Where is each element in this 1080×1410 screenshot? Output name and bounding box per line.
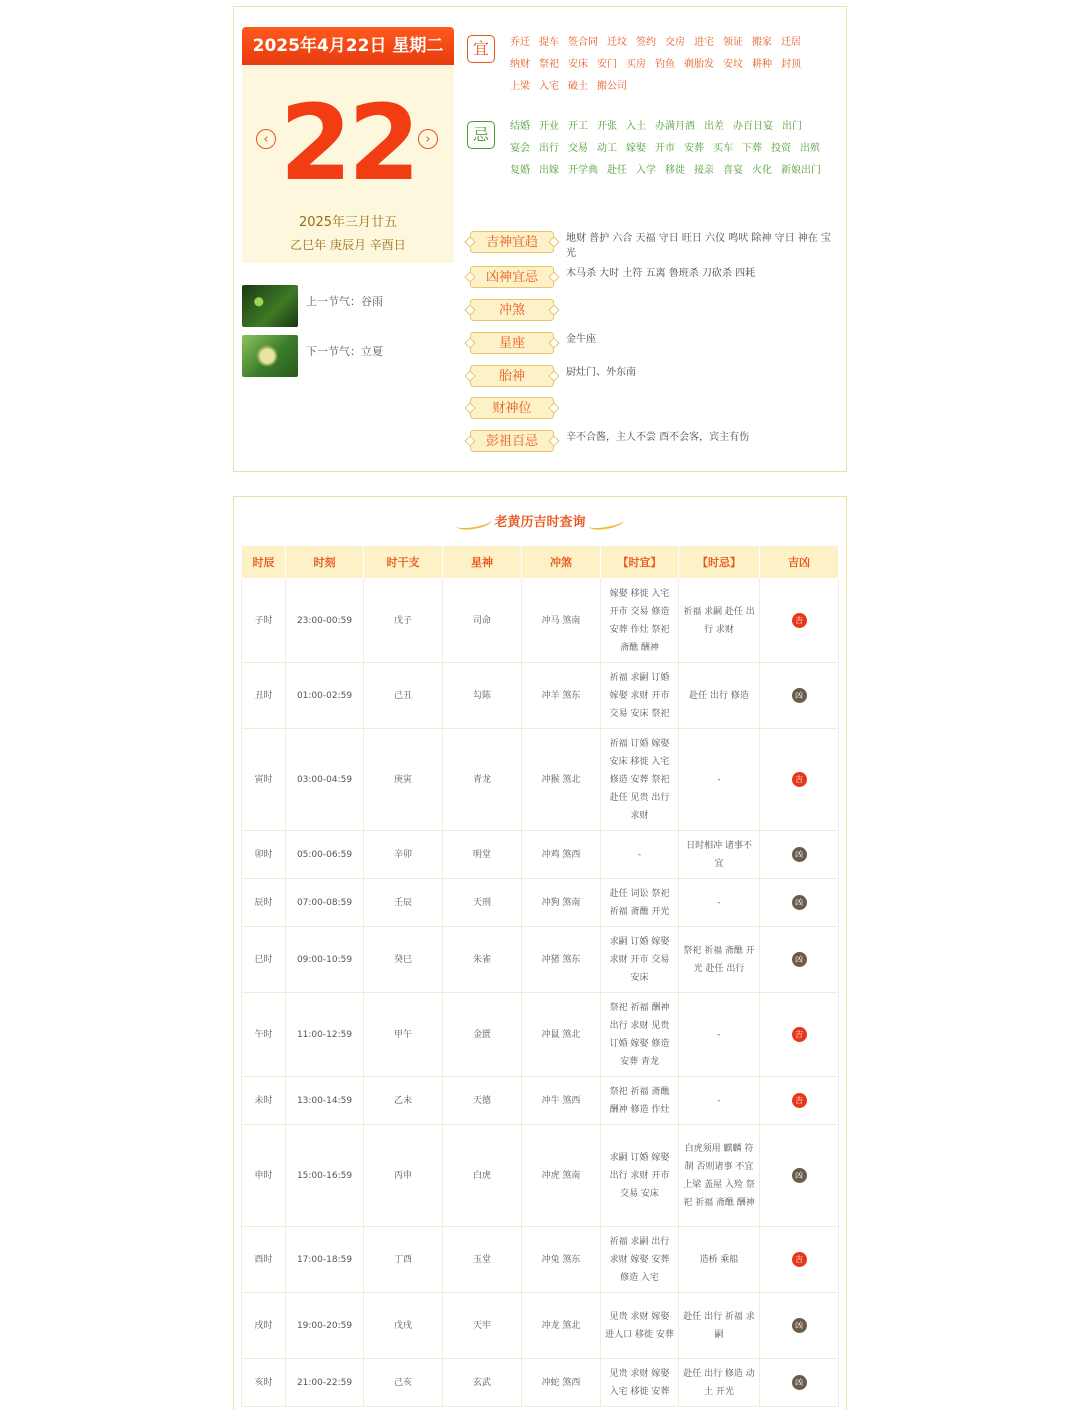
cell-shichen: 辰时 — [242, 879, 286, 927]
cell-luck — [760, 1125, 839, 1227]
ji-item: 办百日宴 — [733, 121, 773, 132]
cell-ganzhi: 戊子 — [364, 579, 443, 663]
yi-item: 封顶 — [781, 59, 801, 70]
luck-badge: 吉 — [792, 772, 807, 787]
column-header: 时辰 — [242, 546, 286, 579]
cell-star: 勾陈 — [443, 663, 522, 729]
almanac-card — [233, 6, 847, 472]
cell-shichen: 亥时 — [242, 1359, 286, 1407]
cell-star: 明堂 — [443, 831, 522, 879]
hours-card — [233, 496, 847, 1410]
cell-chong: 冲蛇 煞西 — [522, 1359, 601, 1407]
cell-yi: 祭祀 祈福 斋醮 酬神 修造 作灶 — [601, 1077, 679, 1125]
cell-chong: 冲龙 煞北 — [522, 1293, 601, 1359]
yi-item: 祭祀 — [539, 59, 559, 70]
luck-badge: 吉 — [792, 1252, 807, 1267]
luck-badge: 凶 — [792, 1168, 807, 1183]
cell-time: 15:00-16:59 — [286, 1125, 364, 1227]
ji-item: 宴会 — [510, 143, 530, 154]
column-header: 星神 — [443, 546, 522, 579]
cell-ganzhi: 癸巳 — [364, 927, 443, 993]
solar-term-image — [242, 285, 298, 327]
cell-shichen: 寅时 — [242, 729, 286, 831]
ji-item: 开业 — [539, 121, 559, 132]
cell-star: 天刑 — [443, 879, 522, 927]
luck-badge: 吉 — [792, 1027, 807, 1042]
yi-item: 乔迁 — [510, 37, 530, 48]
cell-shichen: 戌时 — [242, 1293, 286, 1359]
cell-luck — [760, 579, 839, 663]
yi-item: 进宅 — [694, 37, 714, 48]
luck-badge: 凶 — [792, 952, 807, 967]
yi-item: 交房 — [665, 37, 685, 48]
info-value: 辛不合酱，主人不尝 酉不会客，宾主有伤 — [566, 432, 750, 443]
date-header: 2025年4月22日 星期二 — [242, 27, 454, 65]
cell-luck — [760, 1359, 839, 1407]
cell-yi: 赴任 词讼 祭祀 祈福 斋醮 开光 — [601, 879, 679, 927]
cell-luck — [760, 993, 839, 1077]
cell-chong: 冲兔 煞东 — [522, 1227, 601, 1293]
yi-item: 安床 — [568, 59, 588, 70]
info-tag[interactable]: 彭祖百忌 — [470, 430, 554, 452]
cell-yi: 见贵 求财 嫁娶 进人口 移徙 安葬 — [601, 1293, 679, 1359]
cell-ji: 赴任 出行 修造 动土 开光 — [679, 1359, 760, 1407]
cell-shichen: 未时 — [242, 1077, 286, 1125]
cell-luck — [760, 831, 839, 879]
cell-yi: 嫁娶 移徙 入宅 开市 交易 修造 安葬 作灶 祭祀 斋醮 酬神 — [601, 579, 679, 663]
cell-time: 23:00-00:59 — [286, 579, 364, 663]
table-title: 老黄历吉时查询 — [494, 515, 586, 530]
info-value: 木马杀 大时 土符 五离 鲁班杀 刀砍杀 四耗 — [566, 268, 756, 279]
luck-badge: 凶 — [792, 1318, 807, 1333]
cell-star: 玉堂 — [443, 1227, 522, 1293]
yi-item: 签约 — [636, 37, 656, 48]
cell-ganzhi: 戊戌 — [364, 1293, 443, 1359]
cell-ji: - — [679, 993, 760, 1077]
yi-item: 耕种 — [752, 59, 772, 70]
cell-chong: 冲鼠 煞北 — [522, 993, 601, 1077]
luck-badge: 凶 — [792, 688, 807, 703]
cell-time: 11:00-12:59 — [286, 993, 364, 1077]
ji-item: 结婚 — [510, 121, 530, 132]
ji-item: 安葬 — [684, 143, 704, 154]
cell-shichen: 巳时 — [242, 927, 286, 993]
cell-time: 13:00-14:59 — [286, 1077, 364, 1125]
yi-item: 搬公司 — [597, 81, 627, 92]
cell-star: 金匮 — [443, 993, 522, 1077]
cell-ganzhi: 己丑 — [364, 663, 443, 729]
yi-item: 破土 — [568, 81, 588, 92]
table-row — [242, 1077, 839, 1125]
cell-shichen: 午时 — [242, 993, 286, 1077]
column-header: 【时宜】 — [601, 546, 679, 579]
cell-chong: 冲鸡 煞西 — [522, 831, 601, 879]
cell-yi: 祈福 求嗣 订婚 嫁娶 求财 开市 交易 安床 祭祀 — [601, 663, 679, 729]
yi-list — [510, 32, 830, 98]
yi-item: 剃胎发 — [684, 59, 714, 70]
prev-solar-term[interactable] — [242, 285, 454, 329]
table-row — [242, 831, 839, 879]
next-solar-term[interactable] — [242, 335, 454, 379]
column-header: 时干支 — [364, 546, 443, 579]
ji-item: 投资 — [771, 143, 791, 154]
luck-badge: 吉 — [792, 1093, 807, 1108]
cell-star: 青龙 — [443, 729, 522, 831]
cell-ganzhi: 乙未 — [364, 1077, 443, 1125]
cell-ji: 白虎须用 麒麟 符制 否则诸事 不宜 上梁 盖屋 入殓 祭祀 祈福 斋醮 酬神 — [679, 1125, 760, 1227]
info-tag[interactable]: 凶神宜忌 — [470, 266, 554, 288]
cell-ji: - — [679, 729, 760, 831]
column-header: 时刻 — [286, 546, 364, 579]
table-row — [242, 663, 839, 729]
hours-table — [241, 545, 839, 1407]
cell-chong: 冲虎 煞南 — [522, 1125, 601, 1227]
cell-shichen: 卯时 — [242, 831, 286, 879]
ji-item: 买车 — [713, 143, 733, 154]
cell-star: 司命 — [443, 579, 522, 663]
cell-luck — [760, 1293, 839, 1359]
info-value: 厨灶门、外东南 — [566, 367, 636, 378]
luck-badge: 凶 — [792, 1375, 807, 1390]
ji-item: 开张 — [597, 121, 617, 132]
day-panel — [242, 65, 454, 263]
cell-ji: 赴任 出行 修造 — [679, 663, 760, 729]
yi-item: 纳财 — [510, 59, 530, 70]
cell-yi: 祈福 订婚 嫁娶 安床 移徙 入宅 修造 安葬 祭祀 赴任 见贵 出行 求财 — [601, 729, 679, 831]
solar-term-label: 上一节气：谷雨 — [306, 295, 383, 308]
yi-item: 签合同 — [568, 37, 598, 48]
info-tag[interactable]: 星座 — [470, 332, 554, 354]
cell-time: 19:00-20:59 — [286, 1293, 364, 1359]
cell-luck — [760, 879, 839, 927]
yi-icon: 宜 — [467, 35, 495, 63]
cell-ganzhi: 辛卯 — [364, 831, 443, 879]
yi-item: 搬家 — [752, 37, 772, 48]
ji-item: 开市 — [655, 143, 675, 154]
luck-badge: 吉 — [792, 613, 807, 628]
info-value: 地财 普护 六合 天福 守日 旺日 六仪 鸣吠 除神 守日 神在 宝光 — [566, 233, 831, 259]
cell-chong: 冲狗 煞南 — [522, 879, 601, 927]
cell-chong: 冲猴 煞北 — [522, 729, 601, 831]
cell-ji: 造桥 乘船 — [679, 1227, 760, 1293]
cell-ji: 祈福 求嗣 赴任 出行 求财 — [679, 579, 760, 663]
ji-item: 开学典 — [568, 165, 598, 176]
ji-item: 新娘出门 — [781, 165, 821, 176]
ganzhi-date: 乙巳年 庚辰月 辛酉日 — [290, 238, 406, 252]
cell-time: 07:00-08:59 — [286, 879, 364, 927]
cell-time: 03:00-04:59 — [286, 729, 364, 831]
cell-time: 21:00-22:59 — [286, 1359, 364, 1407]
ji-item: 复婚 — [510, 165, 530, 176]
cell-yi: - — [601, 831, 679, 879]
cell-chong: 冲猪 煞东 — [522, 927, 601, 993]
cell-shichen: 申时 — [242, 1125, 286, 1227]
ji-item: 开工 — [568, 121, 588, 132]
cell-luck — [760, 927, 839, 993]
solar-term-label: 下一节气：立夏 — [306, 345, 383, 358]
cell-star: 朱雀 — [443, 927, 522, 993]
ji-item: 赴任 — [607, 165, 627, 176]
column-header: 【时忌】 — [679, 546, 760, 579]
info-tag[interactable]: 财神位 — [470, 397, 554, 419]
yi-item: 安坟 — [723, 59, 743, 70]
cell-ji: 祭祀 祈福 斋醮 开光 赴任 出行 — [679, 927, 760, 993]
luck-badge: 凶 — [792, 895, 807, 910]
cell-luck — [760, 1077, 839, 1125]
ji-item: 接亲 — [694, 165, 714, 176]
cell-luck — [760, 729, 839, 831]
cell-luck — [760, 663, 839, 729]
ji-item: 嫁娶 — [626, 143, 646, 154]
cell-time: 17:00-18:59 — [286, 1227, 364, 1293]
yi-item: 迁居 — [781, 37, 801, 48]
cell-ganzhi: 己亥 — [364, 1359, 443, 1407]
day-number: 22 — [279, 82, 417, 204]
cell-ji: 日时相冲 诸事不宜 — [679, 831, 760, 879]
ji-list — [510, 116, 830, 182]
ji-item: 出殡 — [800, 143, 820, 154]
cell-yi: 见贵 求财 嫁娶 入宅 移徙 安葬 — [601, 1359, 679, 1407]
table-row — [242, 1227, 839, 1293]
ji-item: 出嫁 — [539, 165, 559, 176]
column-header: 吉凶 — [760, 546, 839, 579]
table-row — [242, 1359, 839, 1407]
chevron-right-icon[interactable]: › — [418, 129, 438, 149]
yi-item: 买房 — [626, 59, 646, 70]
cell-star: 白虎 — [443, 1125, 522, 1227]
solar-term-image — [242, 335, 298, 377]
column-header: 冲煞 — [522, 546, 601, 579]
info-tag[interactable]: 胎神 — [470, 365, 554, 387]
ji-item: 出门 — [782, 121, 802, 132]
yi-item: 领证 — [723, 37, 743, 48]
ji-item: 下葬 — [742, 143, 762, 154]
yi-item: 钓鱼 — [655, 59, 675, 70]
cell-ganzhi: 甲午 — [364, 993, 443, 1077]
cell-time: 01:00-02:59 — [286, 663, 364, 729]
table-row — [242, 729, 839, 831]
cell-ji: - — [679, 1077, 760, 1125]
cell-shichen: 丑时 — [242, 663, 286, 729]
cell-ganzhi: 庚寅 — [364, 729, 443, 831]
yi-item: 提车 — [539, 37, 559, 48]
cell-yi: 求嗣 订婚 嫁娶 求财 开市 交易 安床 — [601, 927, 679, 993]
ji-item: 出行 — [539, 143, 559, 154]
ji-item: 移徙 — [665, 165, 685, 176]
ji-icon: 忌 — [467, 121, 495, 149]
ji-item: 出差 — [704, 121, 724, 132]
yi-item: 迁坟 — [607, 37, 627, 48]
info-tag[interactable]: 吉神宜趋 — [470, 231, 554, 253]
cell-yi: 祈福 求嗣 出行 求财 嫁娶 安葬 修造 入宅 — [601, 1227, 679, 1293]
cell-chong: 冲马 煞南 — [522, 579, 601, 663]
cell-time: 05:00-06:59 — [286, 831, 364, 879]
cell-luck — [760, 1227, 839, 1293]
info-value: 金牛座 — [566, 334, 596, 345]
cell-time: 09:00-10:59 — [286, 927, 364, 993]
cell-ganzhi: 丁酉 — [364, 1227, 443, 1293]
cell-shichen: 子时 — [242, 579, 286, 663]
chevron-left-icon[interactable]: ‹ — [256, 129, 276, 149]
cell-star: 天德 — [443, 1077, 522, 1125]
cell-ji: 赴任 出行 祈福 求嗣 — [679, 1293, 760, 1359]
lunar-date: 2025年三月廿五 — [298, 215, 398, 230]
yi-item: 安门 — [597, 59, 617, 70]
ji-item: 入学 — [636, 165, 656, 176]
ji-item: 入土 — [626, 121, 646, 132]
cell-ganzhi: 丙申 — [364, 1125, 443, 1227]
info-tag[interactable]: 冲煞 — [470, 299, 554, 321]
cell-ganzhi: 壬辰 — [364, 879, 443, 927]
ji-item: 喜宴 — [723, 165, 743, 176]
table-row — [242, 1293, 839, 1359]
cell-ji: - — [679, 879, 760, 927]
yi-item: 入宅 — [539, 81, 559, 92]
cell-yi: 求嗣 订婚 嫁娶 出行 求财 开市 交易 安床 — [601, 1125, 679, 1227]
table-row — [242, 1125, 839, 1227]
cell-shichen: 酉时 — [242, 1227, 286, 1293]
cell-chong: 冲羊 煞东 — [522, 663, 601, 729]
ji-item: 办满月酒 — [655, 121, 695, 132]
cell-star: 天牢 — [443, 1293, 522, 1359]
table-row — [242, 879, 839, 927]
ji-item: 交易 — [568, 143, 588, 154]
ji-item: 动工 — [597, 143, 617, 154]
ji-item: 火化 — [752, 165, 772, 176]
cell-yi: 祭祀 祈福 酬神 出行 求财 见贵 订婚 嫁娶 修造 安葬 青龙 — [601, 993, 679, 1077]
cell-star: 玄武 — [443, 1359, 522, 1407]
table-row — [242, 927, 839, 993]
cell-chong: 冲牛 煞西 — [522, 1077, 601, 1125]
yi-item: 上梁 — [510, 81, 530, 92]
luck-badge: 凶 — [792, 847, 807, 862]
table-row — [242, 993, 839, 1077]
table-row — [242, 579, 839, 663]
